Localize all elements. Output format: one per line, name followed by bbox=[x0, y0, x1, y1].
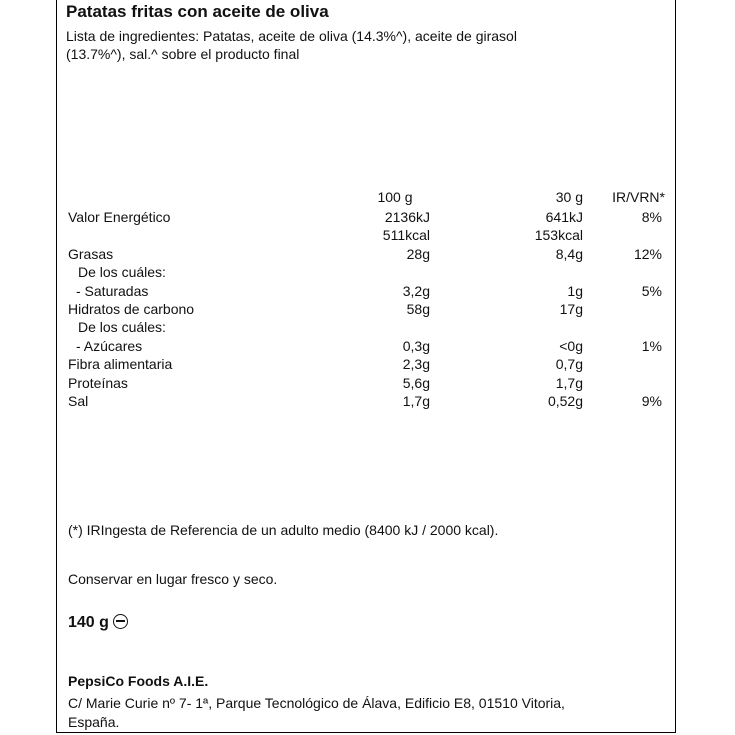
nutrient-label: - Azúcares bbox=[76, 338, 143, 354]
ingredients-line-2: (13.7%^), sal.^ sobre el producto final bbox=[66, 46, 300, 62]
value-per-100g: 1,7g bbox=[402, 393, 430, 409]
value-per-100g: 58g bbox=[406, 301, 430, 317]
value-per-30g: <0g bbox=[559, 338, 583, 354]
nutrient-label: Proteínas bbox=[68, 375, 128, 391]
value-per-30g: 0,52g bbox=[547, 393, 583, 409]
nutrient-label: - Saturadas bbox=[76, 283, 149, 299]
value-ir: 5% bbox=[641, 283, 662, 299]
value-per-100g: 0,3g bbox=[402, 338, 430, 354]
value-per-100g: 3,2g bbox=[402, 283, 430, 299]
footnote: (*) IRIngesta de Referencia de un adulto medio (8400 kJ / 2000 kcal). bbox=[68, 522, 499, 538]
value-per-30g: 153kcal bbox=[534, 227, 583, 243]
product-title: Patatas fritas con aceite de oliva bbox=[66, 2, 329, 21]
value-per-30g: 641kJ bbox=[545, 209, 583, 225]
company-address-line-2: España. bbox=[68, 714, 120, 730]
value-per-30g: 1g bbox=[567, 283, 583, 299]
nutrient-label: Fibra alimentaria bbox=[68, 356, 173, 372]
value-per-100g: 511kcal bbox=[382, 227, 430, 243]
value-ir: 12% bbox=[633, 246, 662, 262]
value-per-100g: 2136kJ bbox=[384, 209, 430, 225]
value-per-30g: 1,7g bbox=[555, 375, 583, 391]
value-per-100g: 5,6g bbox=[402, 375, 430, 391]
nutrient-label: Grasas bbox=[68, 246, 114, 262]
header-ir-vrn: IR/VRN* bbox=[612, 189, 665, 205]
nutrient-label: Valor Energético bbox=[68, 209, 171, 225]
storage-instructions: Conservar en lugar fresco y seco. bbox=[68, 571, 278, 587]
value-per-100g: 28g bbox=[406, 246, 430, 262]
value-per-100g: 2,3g bbox=[402, 356, 430, 372]
company-address-line-1: C/ Marie Curie nº 7- 1ª, Parque Tecnológico de Álava, Edificio E8, 01510 Vitoria, bbox=[68, 695, 565, 711]
value-per-30g: 8,4g bbox=[555, 246, 583, 262]
value-ir: 1% bbox=[641, 338, 662, 354]
ingredients-line-1: Lista de ingredientes: Patatas, aceite de oliva (14.3%^), aceite de girasol bbox=[66, 28, 517, 44]
nutrient-label: De los cuáles: bbox=[78, 319, 166, 335]
header-per-30g: 30 g bbox=[555, 189, 583, 205]
net-weight bbox=[68, 614, 128, 632]
value-ir: 8% bbox=[641, 209, 662, 225]
company-name: PepsiCo Foods A.I.E. bbox=[68, 673, 209, 689]
value-ir: 9% bbox=[641, 393, 662, 409]
header-per-100g: 100 g bbox=[377, 189, 413, 205]
estimated-sign-icon bbox=[113, 614, 128, 629]
nutrient-label: Sal bbox=[68, 393, 89, 409]
net-weight-value: 140 g bbox=[68, 614, 109, 631]
value-per-30g: 0,7g bbox=[555, 356, 583, 372]
value-per-30g: 17g bbox=[559, 301, 583, 317]
nutrient-label: De los cuáles: bbox=[78, 264, 166, 280]
nutrient-label: Hidratos de carbono bbox=[68, 301, 195, 317]
